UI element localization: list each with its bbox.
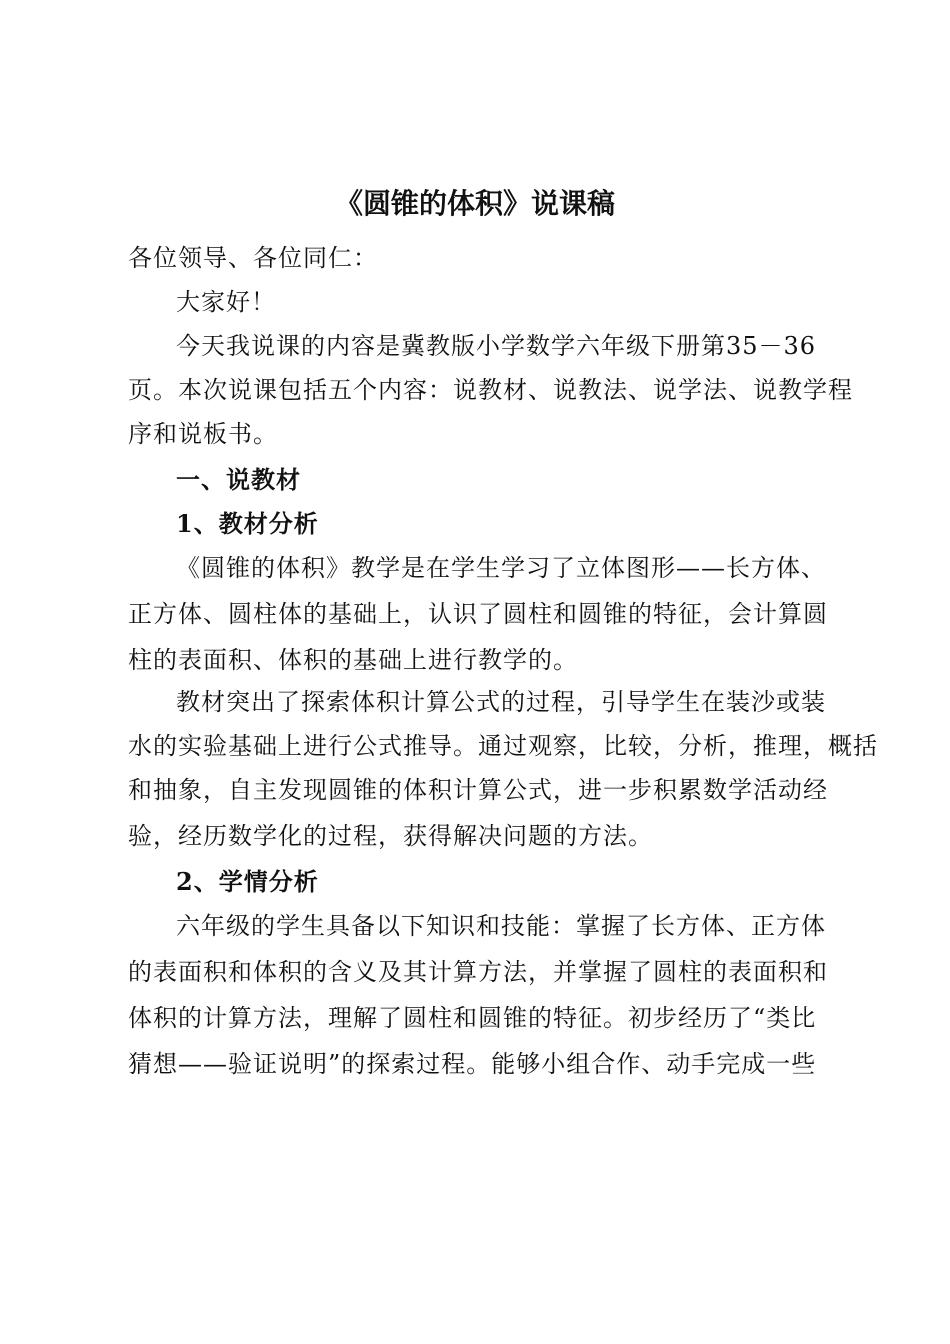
paragraph-1-line-2: 正方体、圆柱体的基础上，认识了圆柱和圆锥的特征，会计算圆 (128, 600, 828, 628)
subheading-student-analysis: 2、学情分析 (176, 867, 319, 896)
intro-line-1: 今天我说课的内容是冀教版小学数学六年级下册第35－36 (176, 332, 817, 360)
paragraph-3-line-1: 六年级的学生具备以下知识和技能：掌握了长方体、正方体 (176, 912, 826, 940)
paragraph-3-line-2: 的表面积和体积的含义及其计算方法，并掌握了圆柱的表面积和 (128, 958, 828, 986)
intro-line-3: 序和说板书。 (128, 420, 278, 448)
document-title: 《圆锥的体积》说课稿 (334, 187, 615, 220)
paragraph-1-line-1: 《圆锥的体积》教学是在学生学习了立体图形——长方体、 (176, 554, 826, 582)
hello-line: 大家好！ (176, 288, 276, 316)
greeting-line: 各位领导、各位同仁： (128, 244, 378, 272)
paragraph-2-line-3: 和抽象，自主发现圆锥的体积计算公式，进一步积累数学活动经 (128, 776, 828, 804)
intro-line-2: 页。本次说课包括五个内容：说教材、说教法、说学法、说教学程 (128, 376, 853, 404)
subheading-textbook-analysis: 1、教材分析 (176, 509, 319, 538)
paragraph-2-line-1: 教材突出了探索体积计算公式的过程，引导学生在装沙或装 (176, 688, 826, 716)
paragraph-2-line-2: 水的实验基础上进行公式推导。通过观察，比较，分析，推理，概括 (128, 732, 878, 760)
paragraph-2-line-4: 验，经历数学化的过程，获得解决问题的方法。 (128, 822, 653, 850)
paragraph-1-line-3: 柱的表面积、体积的基础上进行教学的。 (128, 646, 578, 674)
section-heading-textbook: 一、说教材 (176, 465, 301, 494)
paragraph-3-line-3: 体积的计算方法，理解了圆柱和圆锥的特征。初步经历了“类比 (128, 1004, 817, 1032)
paragraph-3-line-4: 猜想——验证说明”的探索过程。能够小组合作、动手完成一些 (128, 1050, 817, 1078)
